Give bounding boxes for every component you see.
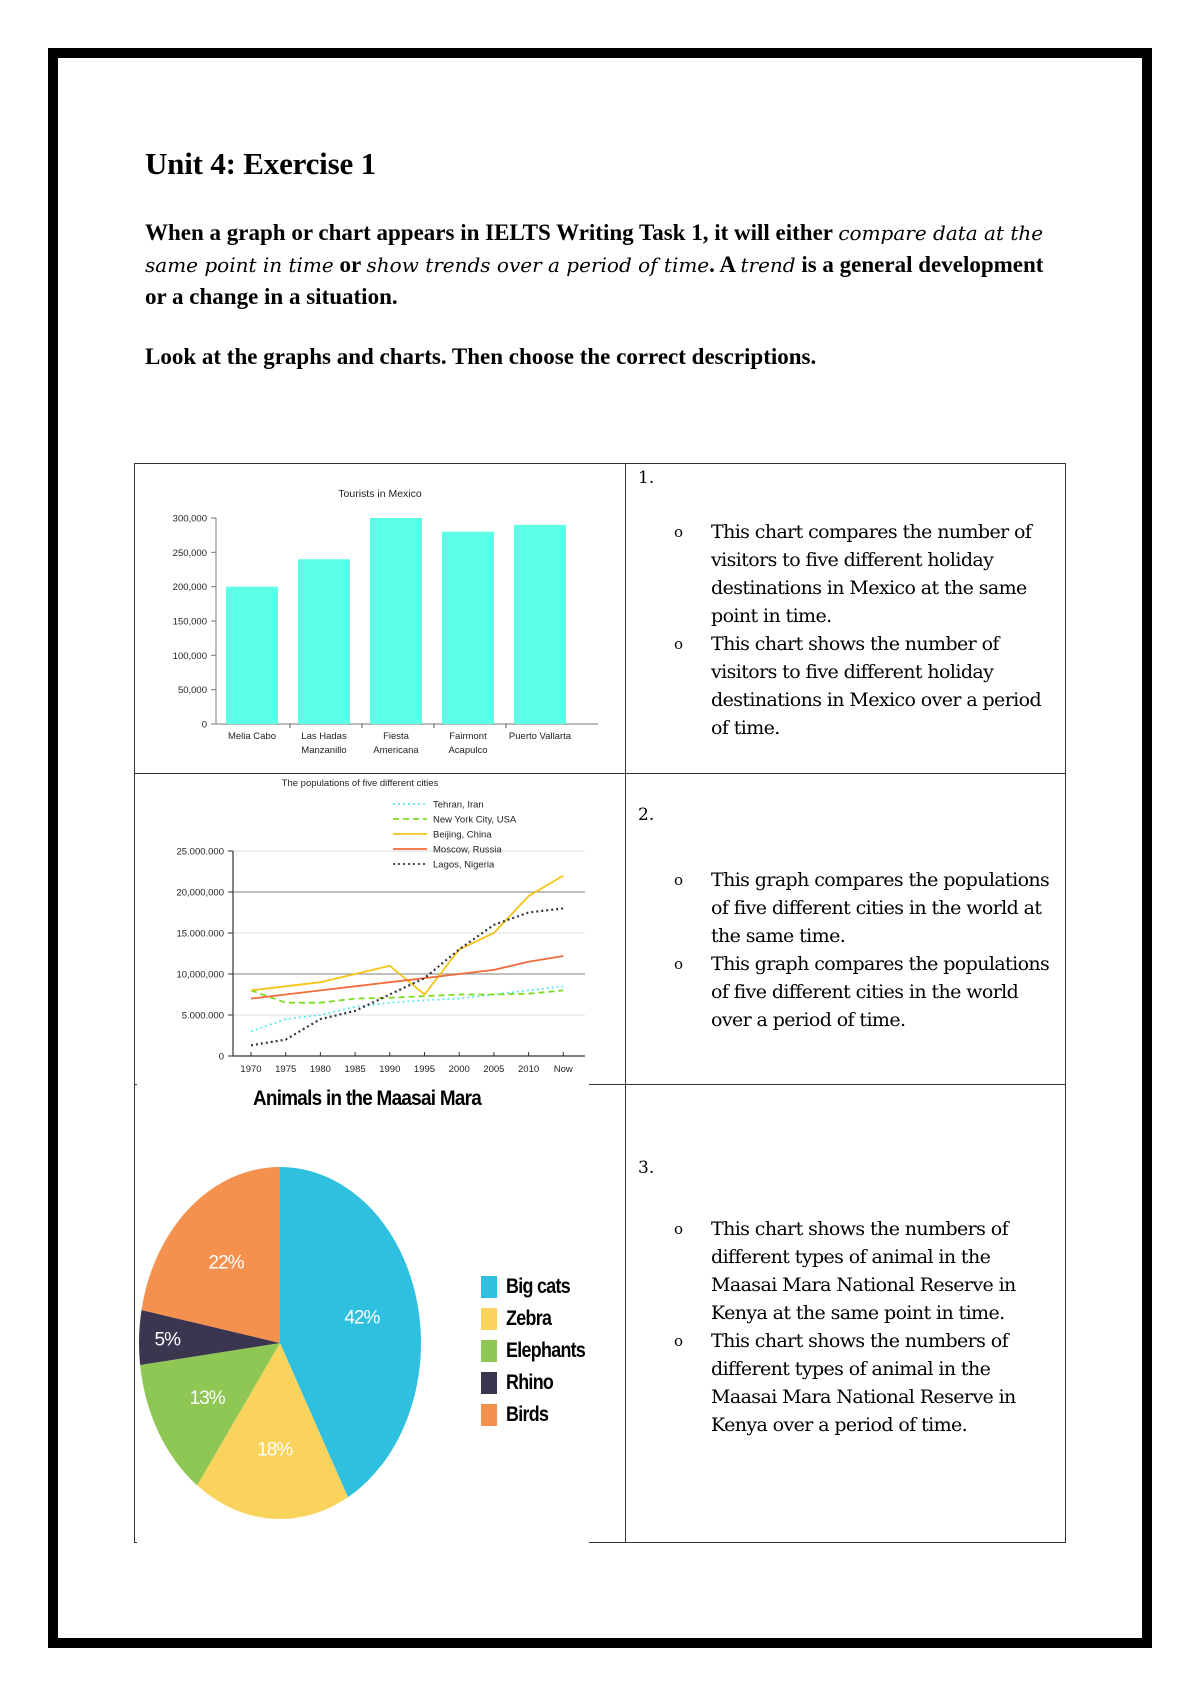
svg-text:200,000: 200,000 bbox=[172, 582, 207, 594]
legend-label: Rhino bbox=[506, 1371, 554, 1394]
svg-text:50,000: 50,000 bbox=[177, 685, 207, 697]
legend-item bbox=[481, 1399, 599, 1431]
circle-bullet-icon: o bbox=[674, 1220, 683, 1238]
pie-chart bbox=[137, 1079, 589, 1545]
bar-chart bbox=[135, 464, 625, 774]
legend-item bbox=[481, 1303, 599, 1335]
svg-text:Manzanillo: Manzanillo bbox=[301, 745, 347, 756]
svg-text:5.000.000: 5.000.000 bbox=[181, 1010, 224, 1022]
option-item[interactable] bbox=[674, 1215, 1057, 1327]
option-text: This graph compares the populations of five different cities in the world at the same time. bbox=[711, 869, 1050, 947]
option-list bbox=[674, 866, 1057, 1034]
option-item[interactable] bbox=[674, 1327, 1057, 1439]
legend-item bbox=[481, 1271, 599, 1303]
legend-label: Elephants bbox=[506, 1339, 586, 1362]
svg-text:Americana: Americana bbox=[373, 745, 419, 756]
option-item[interactable] bbox=[674, 518, 1057, 630]
line-chart bbox=[135, 774, 625, 1085]
table-row bbox=[135, 464, 1066, 774]
pie-legend bbox=[481, 1271, 599, 1431]
svg-text:2000: 2000 bbox=[448, 1064, 470, 1075]
svg-text:1975: 1975 bbox=[275, 1064, 297, 1075]
svg-text:Acapulco: Acapulco bbox=[448, 745, 488, 756]
svg-text:The populations of five differ: The populations of five different cities bbox=[281, 778, 439, 789]
svg-text:Now: Now bbox=[553, 1064, 573, 1075]
legend-swatch bbox=[481, 1308, 497, 1330]
svg-text:10,000,000: 10,000,000 bbox=[176, 969, 224, 981]
question-number: 3. bbox=[638, 1158, 655, 1178]
option-item[interactable] bbox=[674, 866, 1057, 950]
intro-text: When a graph or chart appears in IELTS Writing Task 1, it will either bbox=[145, 220, 839, 245]
svg-text:Melia Cabo: Melia Cabo bbox=[227, 731, 277, 742]
legend-label: Birds bbox=[506, 1403, 549, 1426]
intro-emphasis-trends: show trends over a period of time bbox=[366, 253, 710, 277]
legend-item bbox=[481, 1335, 599, 1367]
svg-text:150,000: 150,000 bbox=[172, 616, 207, 628]
question-number: 1. bbox=[638, 468, 655, 488]
circle-bullet-icon: o bbox=[674, 635, 683, 653]
svg-text:250,000: 250,000 bbox=[172, 547, 207, 559]
circle-bullet-icon: o bbox=[674, 871, 683, 889]
svg-text:0: 0 bbox=[218, 1051, 224, 1063]
bar bbox=[370, 518, 422, 724]
legend-swatch bbox=[481, 1340, 497, 1362]
intro-emphasis-compare: compare data at the same point in time bbox=[145, 221, 1044, 277]
table-row bbox=[135, 1085, 1066, 1543]
legend-swatch bbox=[481, 1372, 497, 1394]
svg-text:100,000: 100,000 bbox=[172, 650, 207, 662]
page-title: Unit 4: Exercise 1 bbox=[145, 146, 376, 181]
svg-text:0: 0 bbox=[201, 719, 207, 731]
svg-text:2010: 2010 bbox=[518, 1064, 540, 1075]
option-list bbox=[674, 1215, 1057, 1439]
svg-text:1985: 1985 bbox=[344, 1064, 366, 1075]
svg-text:25.000.000: 25.000.000 bbox=[176, 846, 224, 858]
svg-text:Las Hadas: Las Hadas bbox=[301, 731, 347, 742]
svg-text:300,000: 300,000 bbox=[172, 513, 207, 525]
instruction: Look at the graphs and charts. Then choose the correct descriptions. bbox=[145, 344, 817, 369]
svg-text:1970: 1970 bbox=[240, 1064, 262, 1075]
bar bbox=[226, 587, 278, 724]
intro-text: . A bbox=[709, 252, 741, 277]
svg-text:1980: 1980 bbox=[309, 1064, 331, 1075]
svg-text:42%: 42% bbox=[344, 1307, 380, 1329]
option-text: This graph compares the populations of five different cities in the world over a period of time. bbox=[711, 953, 1050, 1031]
option-text: This chart compares the number of visitors to five different holiday destinations in Mexico at the same point in time. bbox=[711, 521, 1032, 627]
bar-chart-title: Tourists in Mexico bbox=[338, 488, 422, 500]
exercise-table bbox=[134, 463, 1066, 1543]
svg-text:Fairmont: Fairmont bbox=[449, 731, 487, 742]
legend-label: Big cats bbox=[506, 1275, 571, 1298]
svg-text:5%: 5% bbox=[154, 1329, 180, 1351]
svg-text:13%: 13% bbox=[189, 1387, 225, 1409]
svg-text:20,000,000: 20,000,000 bbox=[176, 887, 224, 899]
bar bbox=[514, 525, 566, 724]
bar bbox=[442, 532, 494, 724]
intro-text: is a general development or a change in a situation. bbox=[145, 252, 1044, 309]
question-cell bbox=[626, 1085, 1066, 1543]
table-row bbox=[135, 774, 1066, 1085]
pie-chart-cell bbox=[135, 1085, 626, 1543]
question-cell bbox=[626, 464, 1066, 774]
svg-text:Moscow, Russia: Moscow, Russia bbox=[433, 844, 502, 856]
svg-text:1995: 1995 bbox=[413, 1064, 436, 1075]
bar bbox=[298, 559, 350, 724]
option-list bbox=[674, 518, 1057, 742]
svg-text:Lagos, Nigeria: Lagos, Nigeria bbox=[433, 859, 495, 871]
svg-text:22%: 22% bbox=[208, 1252, 244, 1274]
option-text: This chart shows the numbers of different types of animal in the Maasai Mara National Reserve in Kenya over a period of time. bbox=[711, 1330, 1016, 1436]
svg-text:Beijing, China: Beijing, China bbox=[433, 829, 492, 841]
legend-item bbox=[481, 1367, 599, 1399]
circle-bullet-icon: o bbox=[674, 1332, 683, 1350]
svg-text:2005: 2005 bbox=[483, 1064, 505, 1075]
intro-emphasis-trend: trend bbox=[740, 253, 796, 277]
pie-chart-title: Animals in the Maasai Mara bbox=[252, 1087, 482, 1110]
circle-bullet-icon: o bbox=[674, 523, 683, 541]
svg-text:1990: 1990 bbox=[379, 1064, 401, 1075]
legend-swatch bbox=[481, 1276, 497, 1298]
intro-text: or bbox=[333, 252, 367, 277]
question-cell bbox=[626, 774, 1066, 1085]
circle-bullet-icon: o bbox=[674, 955, 683, 973]
question-number: 2. bbox=[638, 805, 655, 825]
bar-chart-cell bbox=[135, 464, 626, 774]
option-text: This chart shows the numbers of different types of animal in the Maasai Mara National Reserve in Kenya at the same point in time. bbox=[711, 1218, 1016, 1324]
svg-text:Puerto Vallarta: Puerto Vallarta bbox=[508, 731, 572, 742]
option-text: This chart shows the number of visitors to five different holiday destinations in Mexico over a period of time. bbox=[711, 633, 1042, 739]
svg-text:Tehran, Iran: Tehran, Iran bbox=[433, 799, 484, 811]
svg-text:18%: 18% bbox=[257, 1439, 293, 1461]
svg-text:15.000.000: 15.000.000 bbox=[176, 928, 224, 940]
svg-text:New York City, USA: New York City, USA bbox=[433, 814, 517, 826]
intro-paragraph bbox=[145, 217, 1045, 313]
line-chart-cell bbox=[135, 774, 626, 1085]
option-item[interactable] bbox=[674, 950, 1057, 1034]
legend-swatch bbox=[481, 1404, 497, 1426]
svg-text:Fiesta: Fiesta bbox=[383, 731, 409, 742]
option-item[interactable] bbox=[674, 630, 1057, 742]
legend-label: Zebra bbox=[506, 1307, 552, 1330]
